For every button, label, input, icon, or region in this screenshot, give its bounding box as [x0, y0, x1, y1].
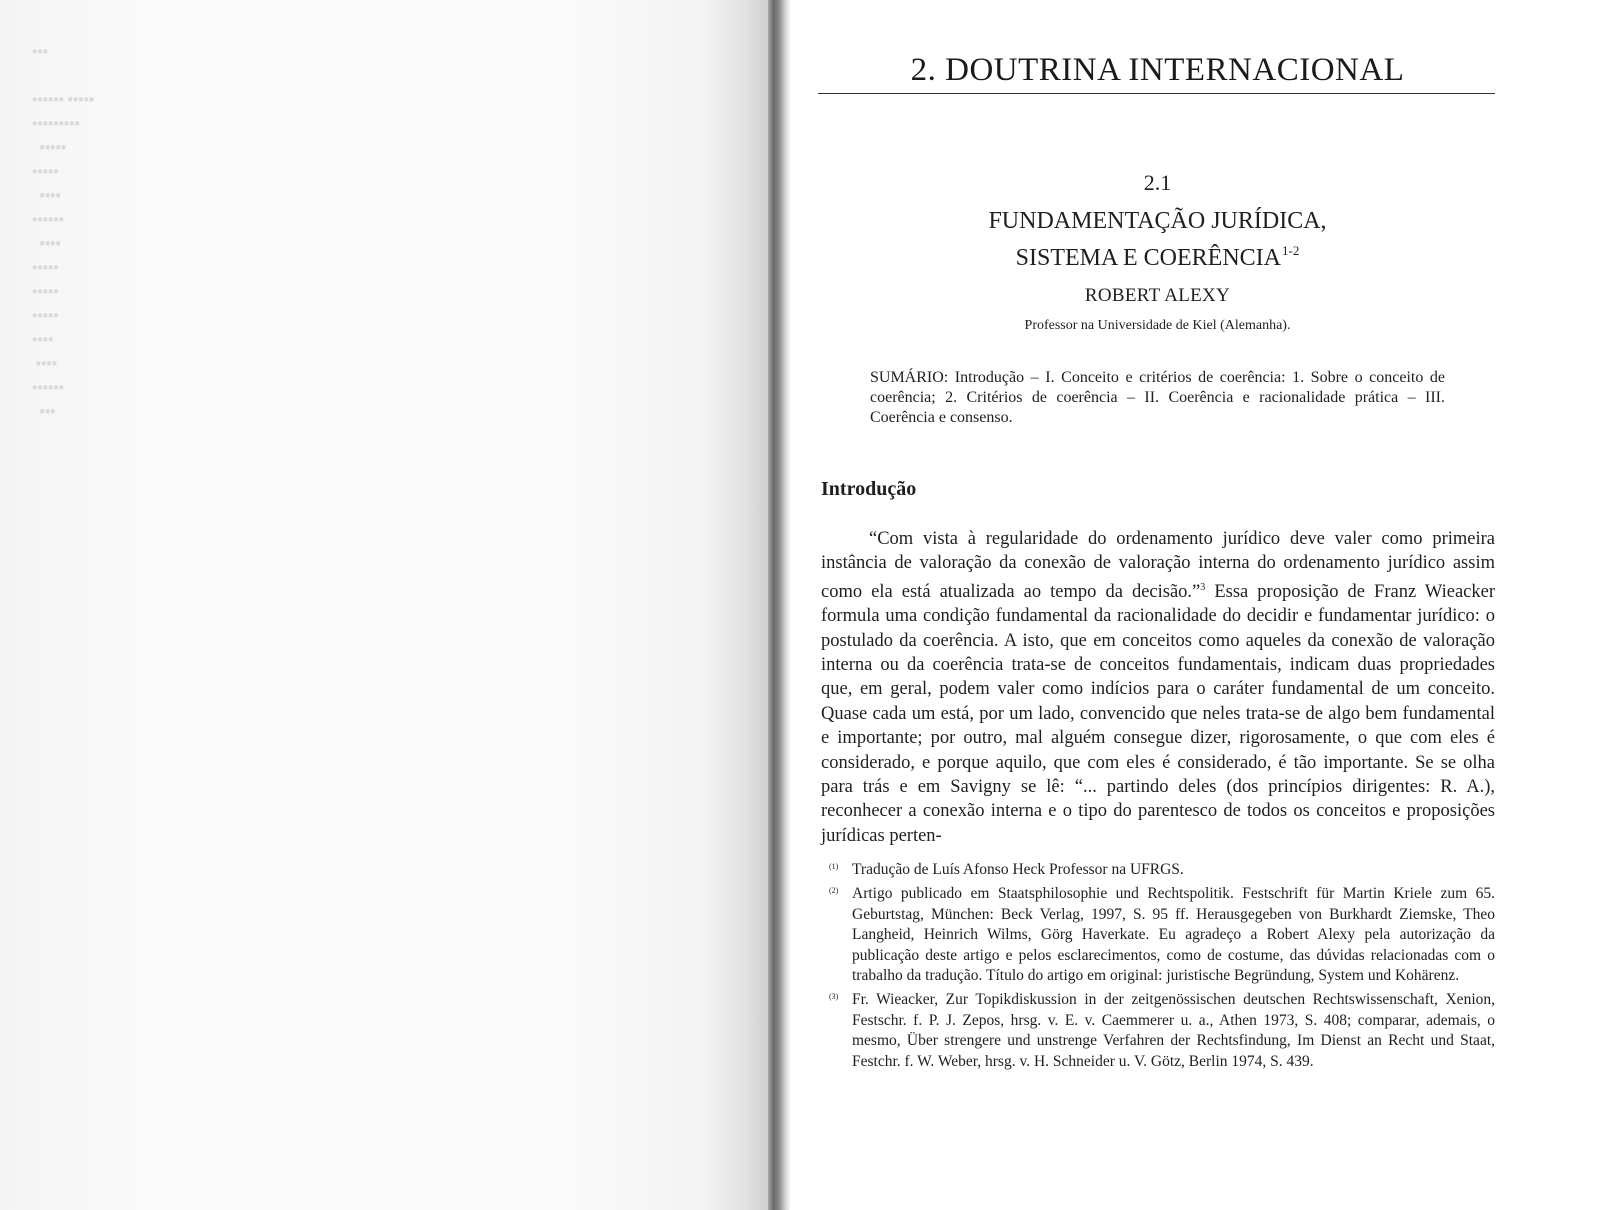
author-name: ROBERT ALEXY — [1084, 285, 1231, 306]
book-gutter — [768, 0, 790, 1210]
footnote-mark: (2) — [829, 886, 839, 896]
title-line-2 — [820, 236, 1495, 273]
author-affiliation: Professor na Universidade de Kiel (Alemanha). — [1024, 318, 1291, 333]
title-note-ref: 1-2 — [1282, 243, 1300, 258]
title-line-1: FUNDAMENTAÇÃO JURÍDICA, — [988, 208, 1327, 234]
footnotes — [821, 860, 1495, 1076]
footnote-text: Tradução de Luís Afonso Heck Professor na UFRGS. — [852, 861, 1184, 878]
wieacker-quote: “Com vista à regularidade do ordenamento jurídico deve valer como primeira instância de valoração da conexão de valoração interna do ordenamento jurídico assim como ela está atualizada ao tempo da decisão.” — [821, 529, 1495, 602]
body-paragraph — [821, 527, 1495, 848]
footnote — [821, 884, 1495, 986]
summary-block: SUMÁRIO: Introdução – I. Conceito e critérios de coerência: 1. Sobre o conceito de coerência; 2. Critérios de coerência – II. Coerência e racionalidade prática – III. Coerência e consenso. — [870, 369, 1445, 426]
footnote-text: Artigo publicado em Staatsphilosophie und Rechtspolitik. Festschrift für Martin Kriele zum 65. Geburtstag, München: Beck Verlag, 1997, S. 95 ff. Herausgegeben von Burkhardt Ziemske, Theo Langheid, Heinrich Wilms, Görg Haverkate. Eu agradeço a Robert Alexy pela autorização da publicação deste artigo e pelos esclarecimentos, como de costume, das dúvidas relacionadas com o trabalho da tradução. Título do artigo em original: juristische Begründung, System und Kohärenz. — [852, 885, 1495, 985]
bleedthrough-text: ▪▪▪ ▪▪▪▪▪▪ ▪▪▪▪▪ ▪▪▪▪▪▪▪▪▪ ▪▪▪▪▪ ▪▪▪▪▪ ▪▪▪▪ ▪▪▪▪▪▪ ▪▪▪▪ ▪▪▪▪▪ ▪▪▪▪▪ ▪▪▪▪▪ ▪▪▪▪ ▪▪▪▪ ▪▪▪▪▪▪ ▪▪▪ — [32, 44, 95, 420]
footnote-mark: (3) — [829, 992, 839, 1002]
footnote — [821, 860, 1495, 880]
section-heading: Introdução — [821, 478, 917, 500]
left-page-bleedthrough — [0, 0, 768, 1210]
footnote-ref-3: 3 — [1200, 581, 1206, 593]
header-rule — [818, 93, 1495, 94]
footnote-text: Fr. Wieacker, Zur Topikdiskussion in der zeitgenössischen deutschen Rechtswissenschaft, Xenion, Festschr. f. P. J. Zepos, hrsg. v. E. v. Caemmerer u. a., Athen 1973, S. 408; comparar, ademais, o mesmo, Über strengere und unstrenge Verfahren der Rechtsfindung, Im Dienst an Recht und Staat, Festchr. f. W. Weber, hrsg. v. H. Schneider u. V. Götz, Berlin 1974, S. 439. — [852, 991, 1495, 1070]
footnote-mark: (1) — [829, 862, 839, 871]
footnote — [821, 990, 1495, 1072]
running-header: 2. DOUTRINA INTERNACIONAL — [910, 52, 1405, 88]
body-text: Essa proposição de Franz Wieacker formula uma condição fundamental da racionalidade do decidir e fundamentar jurídico: o postulado da coerência. A isto, que em conceitos como aqueles da conexão de valoração interna ou da coerência trata-se de conceitos fundamentais, indicam duas propriedades que, em geral, podem valer como indícios para o caráter fundamental de um conceito. Quase cada um está, por um lado, convencido que neles trata-se de algo bem fundamental e importante; por outro, mal alguém consegue dizer, rigorosamente, o que com eles é considerado, e porque aquilo, que com eles é considerado, é tão importante. Se se olha para trás e em Savigny se lê: “... partindo deles (dos princípios dirigentes: R. A.), reconhecer a conexão interna e o tipo do parentesco de todos os conceitos e proposições jurídicas perten- — [821, 581, 1495, 846]
section-number: 2.1 — [1143, 170, 1172, 195]
article-title — [820, 206, 1495, 273]
title-line-2-text: SISTEMA E COERÊNCIA — [1015, 245, 1281, 271]
right-page — [790, 0, 1600, 1210]
